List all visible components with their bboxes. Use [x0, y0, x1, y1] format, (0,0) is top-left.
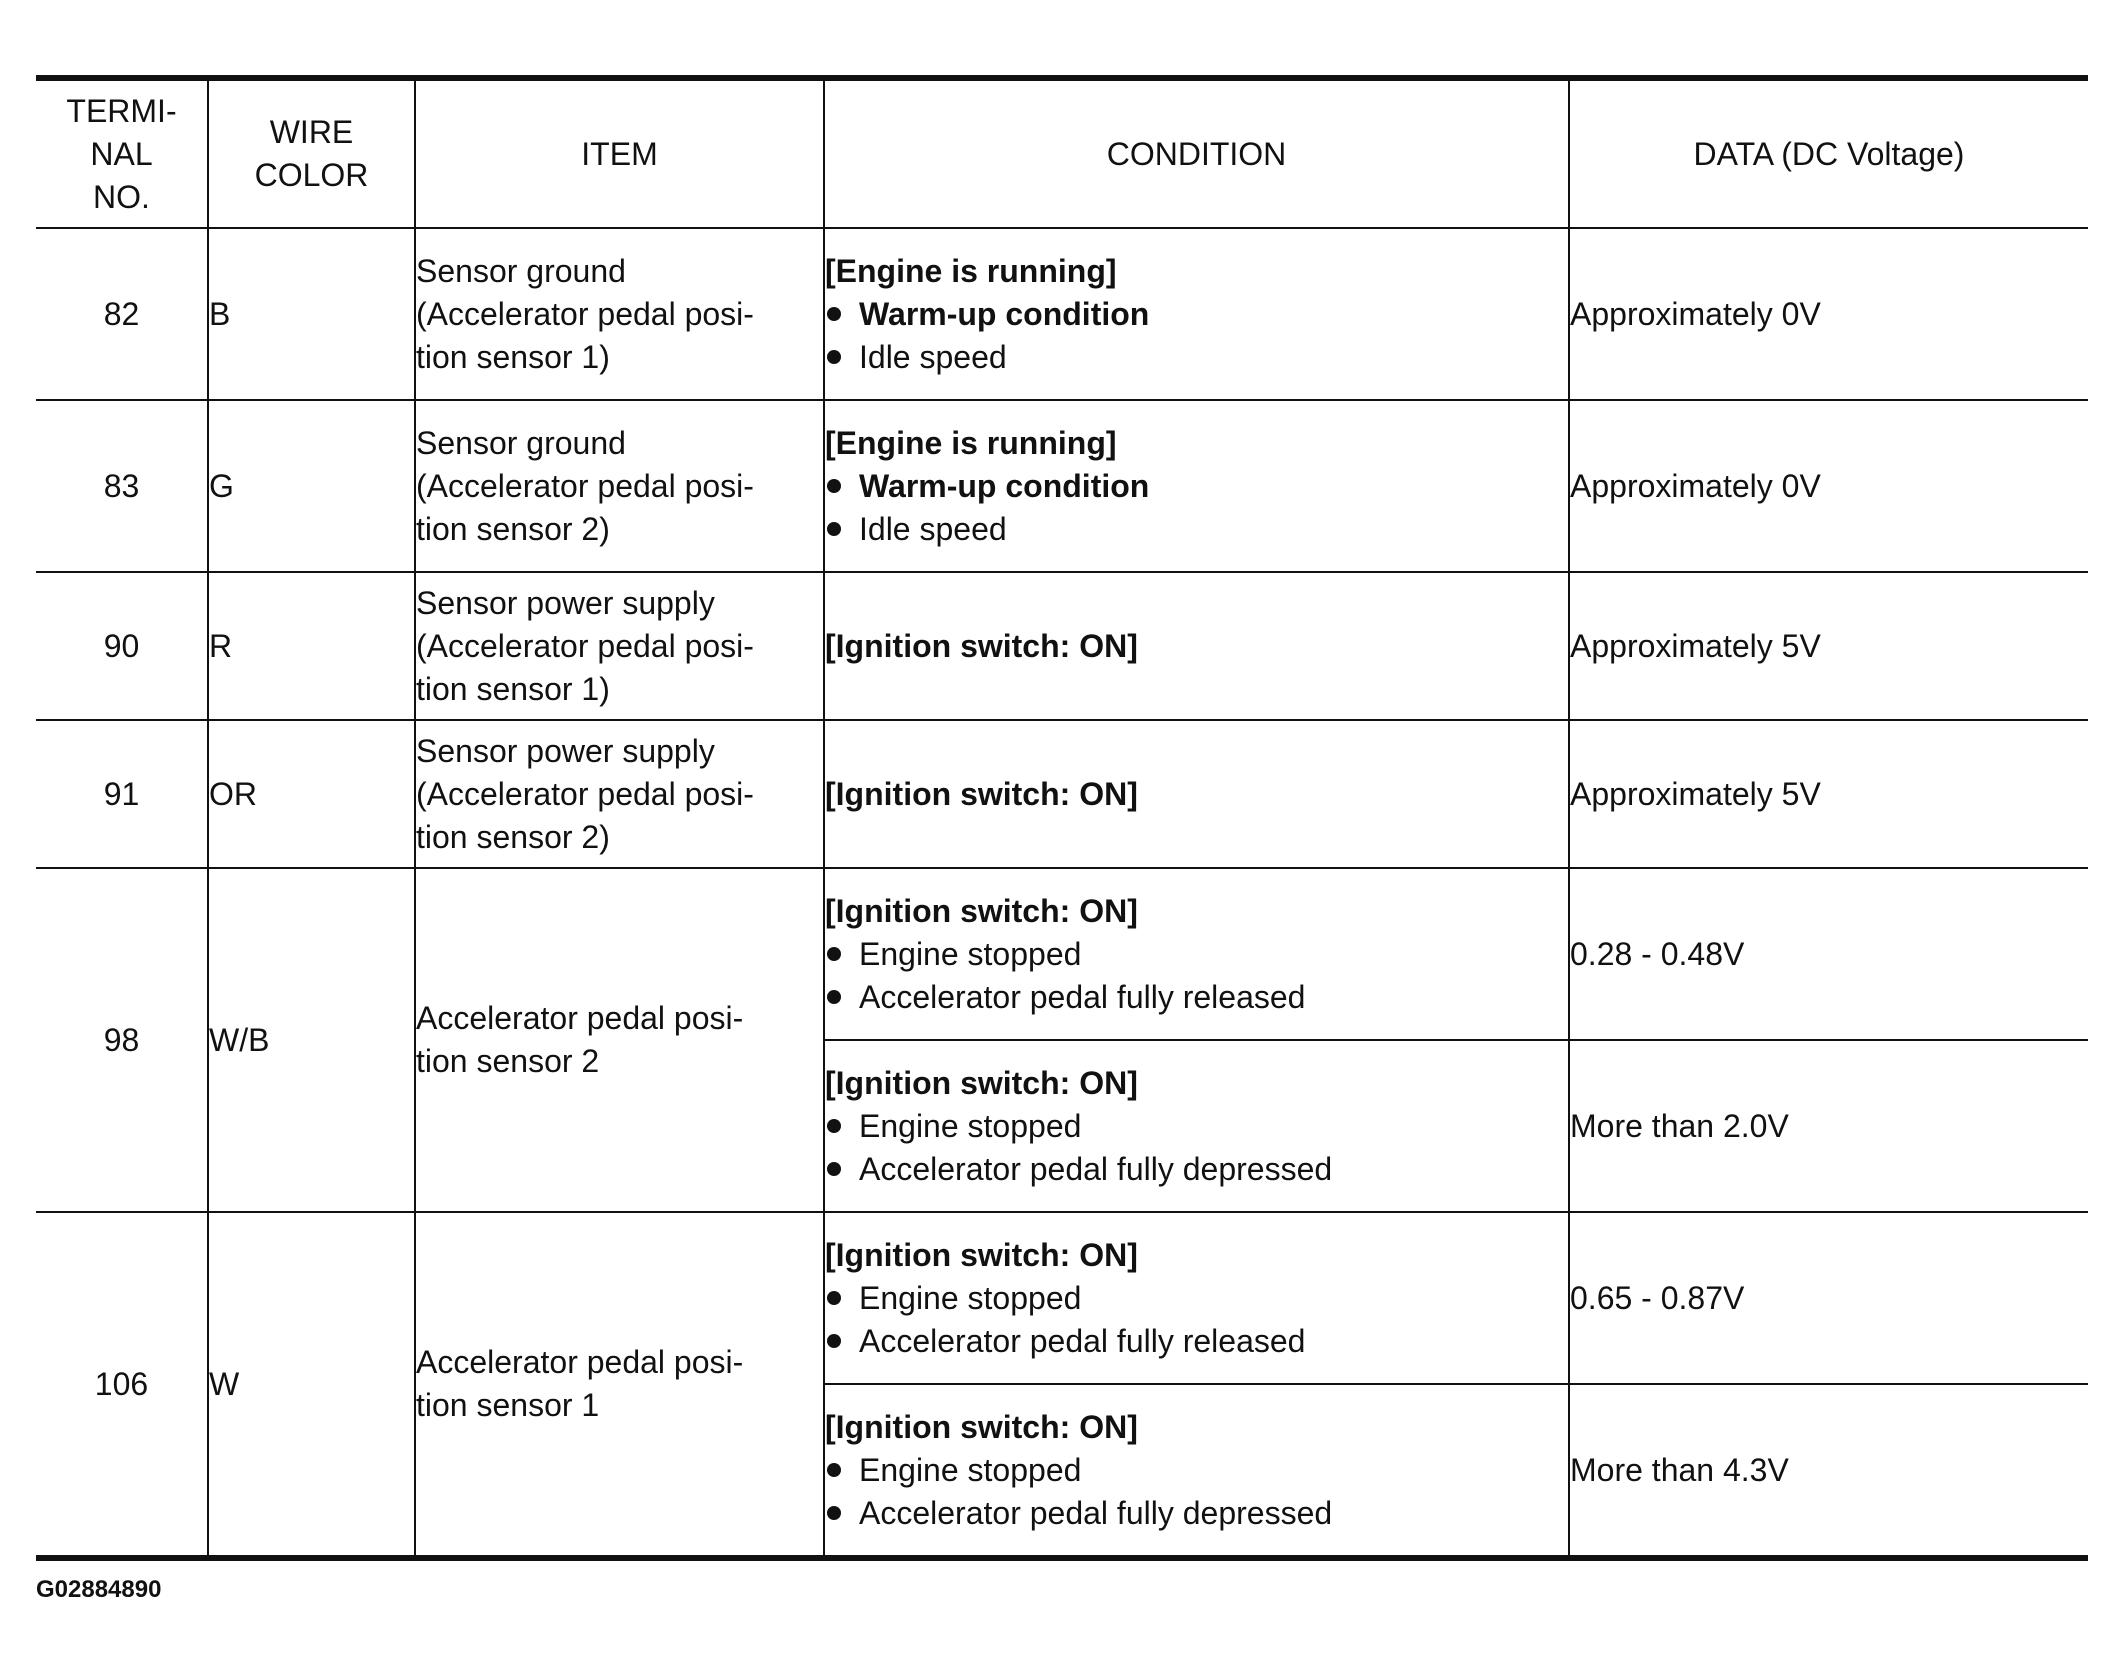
table-row: [36, 572, 2088, 720]
condition: [824, 1212, 1569, 1384]
bullet-icon: [827, 350, 841, 364]
item-description: Sensor power supply (Accelerator pedal posi- tion sensor 1): [415, 572, 824, 720]
condition-heading: [Ignition switch: ON]: [825, 627, 1138, 664]
item-description: Sensor ground (Accelerator pedal posi- tion sensor 1): [415, 228, 824, 400]
condition-bullet: Idle speed: [825, 508, 1568, 551]
header-terminal-no: TERMI- NAL NO.: [36, 78, 208, 228]
terminal-no: 98: [36, 868, 208, 1212]
condition-bullet: Engine stopped: [825, 1105, 1568, 1148]
table-row: [36, 1212, 2088, 1384]
condition-heading: [Ignition switch: ON]: [825, 1408, 1138, 1445]
data-voltage: More than 2.0V: [1569, 1040, 2088, 1212]
condition: [824, 720, 1569, 868]
bullet-icon: [827, 947, 841, 961]
terminal-no: 90: [36, 572, 208, 720]
header-data: DATA (DC Voltage): [1569, 78, 2088, 228]
item-description: Accelerator pedal posi- tion sensor 1: [415, 1212, 824, 1558]
terminal-no: 82: [36, 228, 208, 400]
table-row: [36, 720, 2088, 868]
terminal-no: 91: [36, 720, 208, 868]
condition-heading: [Engine is running]: [825, 252, 1117, 289]
condition-bullet: Idle speed: [825, 336, 1568, 379]
header-item: ITEM: [415, 78, 824, 228]
table-row: [36, 400, 2088, 572]
data-voltage: Approximately 0V: [1569, 400, 2088, 572]
condition-bullet: Engine stopped: [825, 1449, 1568, 1492]
condition-bullet: Accelerator pedal fully depressed: [825, 1492, 1568, 1535]
condition-bullet: Accelerator pedal fully released: [825, 1320, 1568, 1363]
bullet-icon: [827, 479, 841, 493]
table-header-row: [36, 78, 2088, 228]
terminal-no: 83: [36, 400, 208, 572]
data-voltage: Approximately 0V: [1569, 228, 2088, 400]
condition-bullet: Engine stopped: [825, 933, 1568, 976]
wire-color: B: [208, 228, 415, 400]
condition-heading: [Ignition switch: ON]: [825, 1064, 1138, 1101]
data-voltage: Approximately 5V: [1569, 572, 2088, 720]
bullet-icon: [827, 1291, 841, 1305]
data-voltage: 0.65 - 0.87V: [1569, 1212, 2088, 1384]
wire-color: G: [208, 400, 415, 572]
condition-bullet: Warm-up condition: [825, 465, 1568, 508]
condition-heading: [Ignition switch: ON]: [825, 775, 1138, 812]
condition: [824, 1040, 1569, 1212]
bullet-icon: [827, 1119, 841, 1133]
condition: [824, 1384, 1569, 1558]
figure-code: G02884890: [36, 1576, 162, 1603]
condition-heading: [Ignition switch: ON]: [825, 892, 1138, 929]
condition-bullet: Accelerator pedal fully depressed: [825, 1148, 1568, 1191]
table-row: [36, 868, 2088, 1040]
condition: [824, 228, 1569, 400]
bullet-icon: [827, 1162, 841, 1176]
condition-heading: [Ignition switch: ON]: [825, 1236, 1138, 1273]
condition: [824, 572, 1569, 720]
bullet-icon: [827, 990, 841, 1004]
bullet-icon: [827, 522, 841, 536]
condition-bullet: Engine stopped: [825, 1277, 1568, 1320]
item-description: Sensor ground (Accelerator pedal posi- tion sensor 2): [415, 400, 824, 572]
condition-heading: [Engine is running]: [825, 424, 1117, 461]
item-description: Sensor power supply (Accelerator pedal posi- tion sensor 2): [415, 720, 824, 868]
condition-bullet: Warm-up condition: [825, 293, 1568, 336]
condition: [824, 868, 1569, 1040]
item-description: Accelerator pedal posi- tion sensor 2: [415, 868, 824, 1212]
data-voltage: Approximately 5V: [1569, 720, 2088, 868]
bullet-icon: [827, 1334, 841, 1348]
terminal-no: 106: [36, 1212, 208, 1558]
data-voltage: 0.28 - 0.48V: [1569, 868, 2088, 1040]
wire-color: W/B: [208, 868, 415, 1212]
table-row: [36, 228, 2088, 400]
condition-bullet: Accelerator pedal fully released: [825, 976, 1568, 1019]
header-condition: CONDITION: [824, 78, 1569, 228]
terminal-data-table: [36, 75, 2088, 1561]
bullet-icon: [827, 1463, 841, 1477]
header-wire-color: WIRE COLOR: [208, 78, 415, 228]
wire-color: OR: [208, 720, 415, 868]
condition: [824, 400, 1569, 572]
data-voltage: More than 4.3V: [1569, 1384, 2088, 1558]
wire-color: W: [208, 1212, 415, 1558]
bullet-icon: [827, 307, 841, 321]
wire-color: R: [208, 572, 415, 720]
bullet-icon: [827, 1506, 841, 1520]
